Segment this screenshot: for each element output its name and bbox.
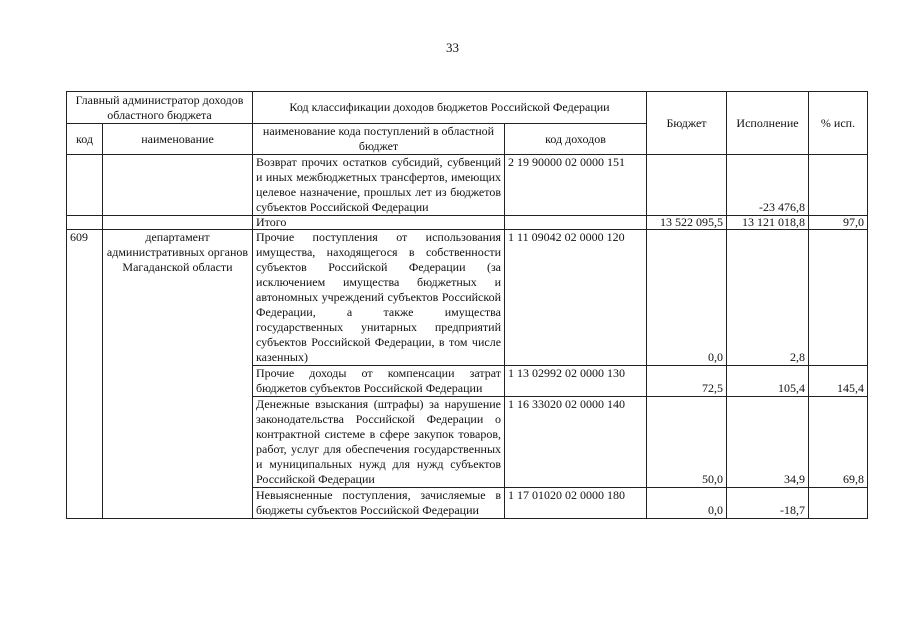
row-income-code: 1 13 02992 02 0000 130 [505, 366, 647, 397]
row-execution: 34,9 [727, 397, 809, 488]
row-income-name: Возврат прочих остатков субсидий, субвенций и иных межбюджетных трансфертов, имеющих целевое назначение, прошлых лет из бюджетов субъектов Российской Федерации [253, 155, 505, 216]
row-percent [809, 488, 868, 519]
row-execution: 105,4 [727, 366, 809, 397]
header-classification-group: Код классификации доходов бюджетов Российской Федерации [253, 92, 647, 124]
budget-table [66, 91, 868, 519]
table-row [67, 230, 868, 366]
group-code: 609 [67, 230, 103, 519]
header-name: наименование [103, 124, 253, 155]
header-income-code: код доходов [505, 124, 647, 155]
table-row [67, 155, 868, 216]
row-income-name: Прочие поступления от использования имущества, находящегося в собственности субъектов Российской Федерации (за исключением имущества бюджетных и автономных учреждений субъектов Российской Федерации, а также имущества государственных унитарных предприятий субъектов Российской Федерации, в том числе казенных) [253, 230, 505, 366]
header-admin-group: Главный администратор доходов областного бюджета [67, 92, 253, 124]
row-budget: 0,0 [647, 488, 727, 519]
header-code: код [67, 124, 103, 155]
row-budget: 0,0 [647, 230, 727, 366]
row-income-code: 2 19 90000 02 0000 151 [505, 155, 647, 216]
header-income-name: наименование кода поступлений в областной бюджет [253, 124, 505, 155]
page-number: 33 [446, 40, 459, 55]
total-label: Итого [253, 216, 505, 230]
row-budget: 72,5 [647, 366, 727, 397]
header-percent: % исп. [809, 92, 868, 155]
row-percent: 69,8 [809, 397, 868, 488]
row-income-code: 1 17 01020 02 0000 180 [505, 488, 647, 519]
row-income-name: Денежные взыскания (штрафы) за нарушение законодательства Российской Федерации о контрактной системе в сфере закупок товаров, работ, услуг для обеспечения государственных и муниципальных нужд для нужд субъектов Российской Федерации [253, 397, 505, 488]
row-percent: 145,4 [809, 366, 868, 397]
row-income-name: Невыясненные поступления, зачисляемые в бюджеты субъектов Российской Федерации [253, 488, 505, 519]
total-budget: 13 522 095,5 [647, 216, 727, 230]
total-execution: 13 121 018,8 [727, 216, 809, 230]
row-income-code: 1 16 33020 02 0000 140 [505, 397, 647, 488]
row-income-name: Прочие доходы от компенсации затрат бюджетов субъектов Российской Федерации [253, 366, 505, 397]
header-execution: Исполнение [727, 92, 809, 155]
header-budget: Бюджет [647, 92, 727, 155]
row-execution: -18,7 [727, 488, 809, 519]
total-row [67, 216, 868, 230]
row-execution: 2,8 [727, 230, 809, 366]
row-percent [809, 230, 868, 366]
row-execution: -23 476,8 [727, 155, 809, 216]
row-code [67, 155, 103, 216]
group-admin: департамент административных органов Магаданской области [103, 230, 253, 519]
total-percent: 97,0 [809, 216, 868, 230]
row-percent [809, 155, 868, 216]
row-budget [647, 155, 727, 216]
row-income-code: 1 11 09042 02 0000 120 [505, 230, 647, 366]
row-budget: 50,0 [647, 397, 727, 488]
row-admin [103, 155, 253, 216]
